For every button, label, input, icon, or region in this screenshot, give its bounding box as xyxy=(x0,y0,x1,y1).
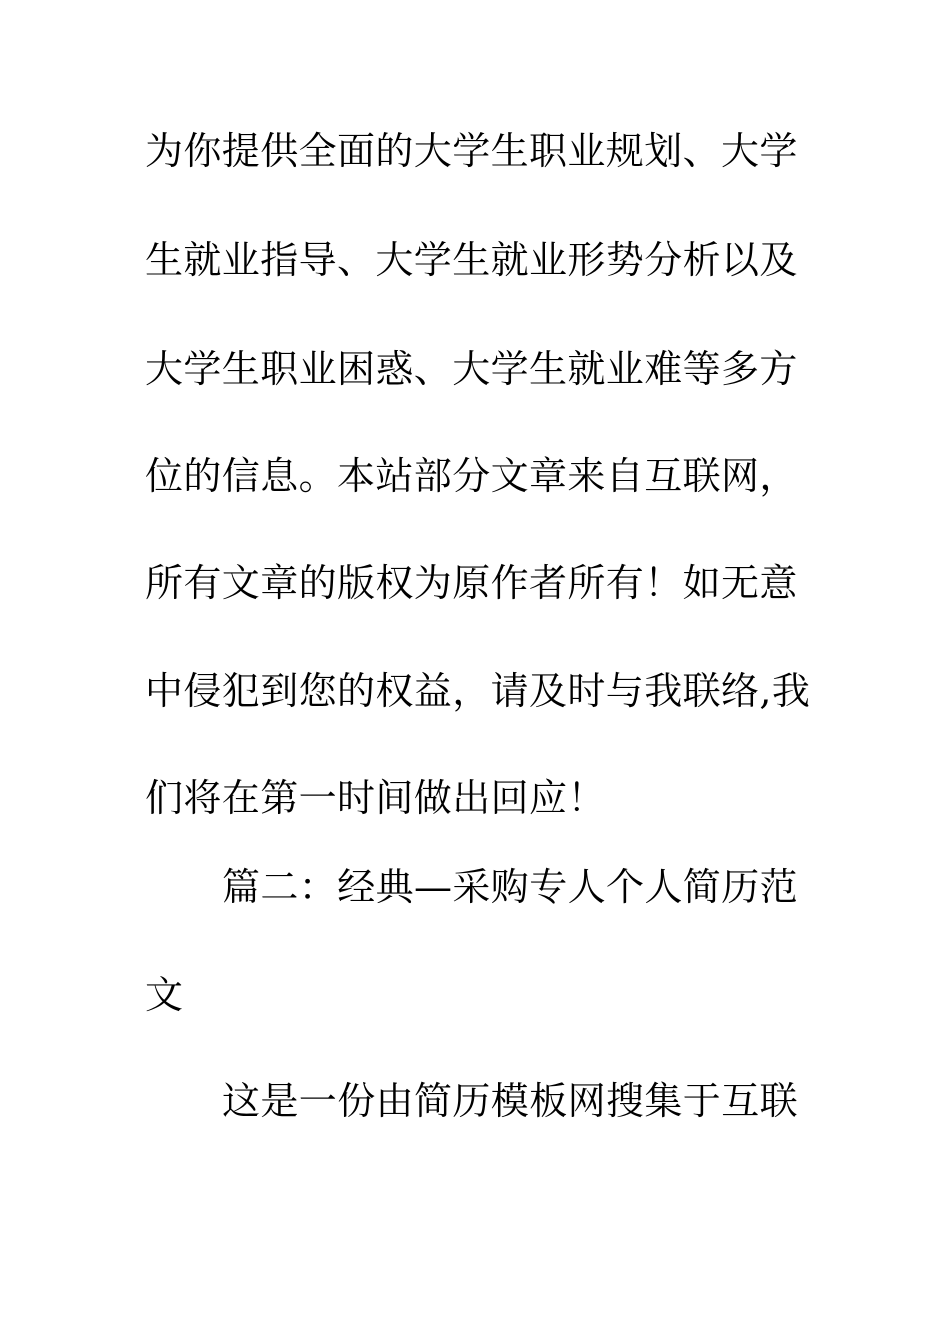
section-heading-continued: 文 xyxy=(145,973,184,1017)
text-line: 生就业指导、大学生就业形势分析以及 xyxy=(145,238,798,282)
text-line: 这是一份由简历模板网搜集于互联 xyxy=(222,1079,799,1123)
text-line: 为你提供全面的大学生职业规划、大学 xyxy=(145,129,798,173)
text-line: 中侵犯到您的权益，请及时与我联络,我 xyxy=(145,669,810,713)
section-heading: 篇二：经典—采购专人个人简历范 xyxy=(222,865,799,909)
text-line: 们将在第一时间做出回应！ xyxy=(145,776,606,820)
text-line: 位的信息。本站部分文章来自互联网， xyxy=(145,454,798,498)
text-line: 所有文章的版权为原作者所有！如无意 xyxy=(145,561,798,605)
text-line: 大学生职业困惑、大学生就业难等多方 xyxy=(145,347,798,391)
